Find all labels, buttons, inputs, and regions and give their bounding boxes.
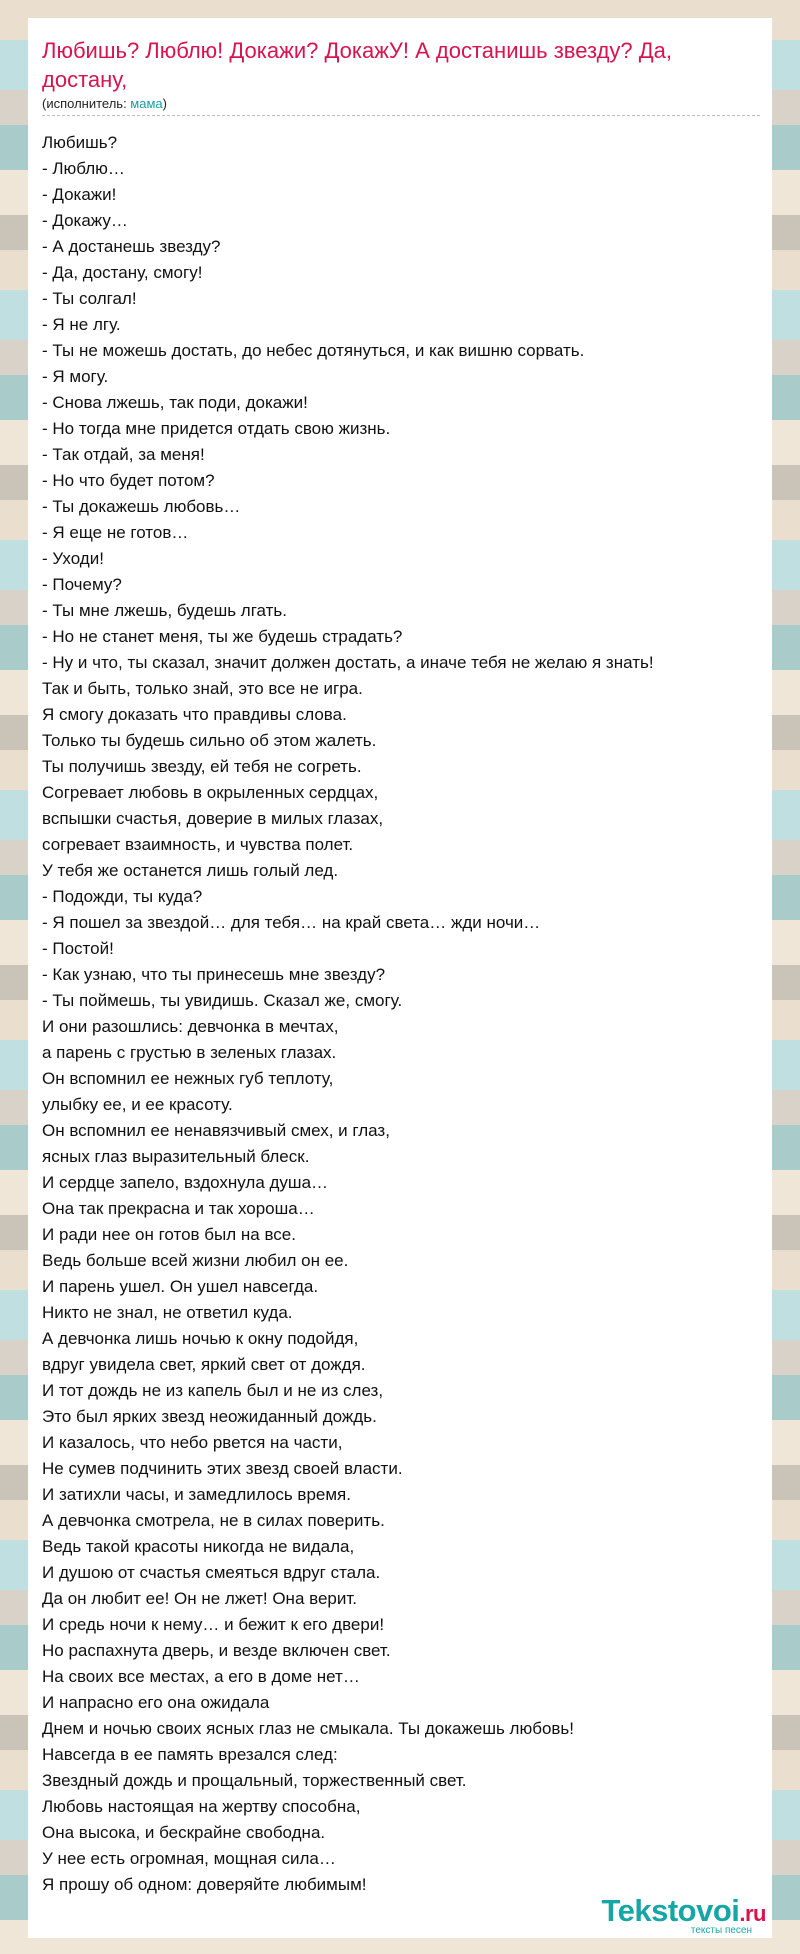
lyric-line: А девчонка лишь ночью к окну подойдя, [42,1329,359,1348]
lyric-line: Не сумев подчинить этих звезд своей власти. [42,1459,403,1478]
lyric-line: Согревает любовь в окрыленных сердцах, [42,783,379,802]
performer-line [42,96,760,116]
lyric-line: - Но что будет потом? [42,471,215,490]
logo-domain: .ru [739,1901,766,1926]
lyric-line: - Уходи! [42,549,104,568]
lyric-line: И они разошлись: девчонка в мечтах, [42,1017,339,1036]
performer-link[interactable]: мама [130,96,163,111]
lyric-line: Я прошу об одном: доверяйте любимым! [42,1875,367,1894]
lyric-line: - Докажу… [42,211,128,230]
lyric-line: Ведь больше всей жизни любил он ее. [42,1251,349,1270]
lyric-line: - Подожди, ты куда? [42,887,203,906]
lyric-line: - Люблю… [42,159,125,178]
lyric-line: а парень с грустью в зеленых глазах. [42,1043,337,1062]
logo-brand-name: Tekstovoi [601,1893,740,1928]
lyric-line: И парень ушел. Он ушел навсегда. [42,1277,319,1296]
lyric-line: И душою от счастья смеяться вдруг стала. [42,1563,381,1582]
lyric-line: Да он любит ее! Он не лжет! Она верит. [42,1589,357,1608]
site-logo[interactable] [601,1893,766,1936]
lyric-line: Но распахнута дверь, и везде включен свет. [42,1641,391,1660]
lyric-line: - Ты докажешь любовь… [42,497,241,516]
lyric-line: У тебя же останется лишь голый лед. [42,861,339,880]
lyric-line: Только ты будешь сильно об этом жалеть. [42,731,377,750]
lyric-line: ясных глаз выразительный блеск. [42,1147,310,1166]
logo-tagline: тексты песен [690,1925,752,1936]
lyric-line: А девчонка смотрела, не в силах поверить. [42,1511,385,1530]
lyric-line: - Как узнаю, что ты принесешь мне звезду? [42,965,386,984]
lyric-line: Звездный дождь и прощальный, торжественный свет. [42,1771,467,1790]
lyric-line: - Ты мне лжешь, будешь лгать. [42,601,287,620]
lyric-line: - Я не лгу. [42,315,121,334]
lyric-line: Он вспомнил ее нежных губ теплоту, [42,1069,334,1088]
lyric-line: согревает взаимность, и чувства полет. [42,835,354,854]
performer-suffix: ) [162,96,167,111]
lyrics-card [28,18,772,1938]
lyric-line: вспышки счастья, доверие в милых глазах, [42,809,384,828]
lyric-line: Днем и ночью своих ясных глаз не смыкала. Ты докажешь любовь! [42,1719,575,1738]
lyric-line: И напрасно его она ожидала [42,1693,270,1712]
lyric-line: И затихли часы, и замедлилось время. [42,1485,351,1504]
song-title: Любишь? Люблю! Докажи? ДокажУ! А достанишь звезду? Да, достану, [42,38,673,92]
lyric-line: У нее есть огромная, мощная сила… [42,1849,336,1868]
lyric-line: И ради нее он готов был на все. [42,1225,296,1244]
lyric-line: улыбку ее, и ее красоту. [42,1095,233,1114]
lyric-line: Так и быть, только знай, это все не игра. [42,679,363,698]
lyric-line: - Ты солгал! [42,289,137,308]
lyric-line: - Ты не можешь достать, до небес дотянуться, и как вишню сорвать. [42,341,585,360]
lyric-line: - Да, достану, смогу! [42,263,203,282]
lyric-line: Любовь настоящая на жертву способна, [42,1797,361,1816]
lyric-line: И казалось, что небо рвется на части, [42,1433,343,1452]
logo-brand [601,1893,766,1929]
lyric-line: - Почему? [42,575,122,594]
lyric-line: И сердце запело, вздохнула душа… [42,1173,329,1192]
lyric-line: Она высока, и бескрайне свободна. [42,1823,326,1842]
lyric-line: Любишь? [42,133,118,152]
lyric-line: - Ты поймешь, ты увидишь. Сказал же, смогу. [42,991,403,1010]
lyric-line: - Докажи! [42,185,117,204]
lyric-line: Я смогу доказать что правдивы слова. [42,705,347,724]
lyric-line: - Я пошел за звездой… для тебя… на край света… жди ночи… [42,913,541,932]
lyric-line: И тот дождь не из капель был и не из слез, [42,1381,384,1400]
lyric-line: - Я еще не готов… [42,523,189,542]
lyric-line: - Так отдай, за меня! [42,445,205,464]
lyric-line: На своих все местах, а его в доме нет… [42,1667,360,1686]
lyric-line: - Постой! [42,939,114,958]
lyric-line: Ты получишь звезду, ей тебя не согреть. [42,757,362,776]
lyric-line: Ведь такой красоты никогда не видала, [42,1537,355,1556]
lyric-line: - Но не станет меня, ты же будешь страдать? [42,627,403,646]
performer-prefix: (исполнитель: [42,96,131,111]
lyric-line: - Я могу. [42,367,109,386]
lyric-line: Она так прекрасна и так хороша… [42,1199,315,1218]
lyric-line: Никто не знал, не ответил куда. [42,1303,293,1322]
lyric-line: - А достанешь звезду? [42,237,221,256]
lyric-line: вдруг увидела свет, яркий свет от дождя. [42,1355,366,1374]
lyric-line: Навсегда в ее память врезался след: [42,1745,338,1764]
lyric-line: Он вспомнил ее ненавязчивый смех, и глаз, [42,1121,390,1140]
lyric-line: И средь ночи к нему… и бежит к его двери! [42,1615,385,1634]
lyrics-body [42,130,760,1898]
lyric-line: - Ну и что, ты сказал, значит должен достать, а иначе тебя не желаю я знать! [42,653,654,672]
lyric-line: Это был ярких звезд неожиданный дождь. [42,1407,377,1426]
lyric-line: - Но тогда мне придется отдать свою жизнь. [42,419,391,438]
lyric-line: - Снова лжешь, так поди, докажи! [42,393,308,412]
